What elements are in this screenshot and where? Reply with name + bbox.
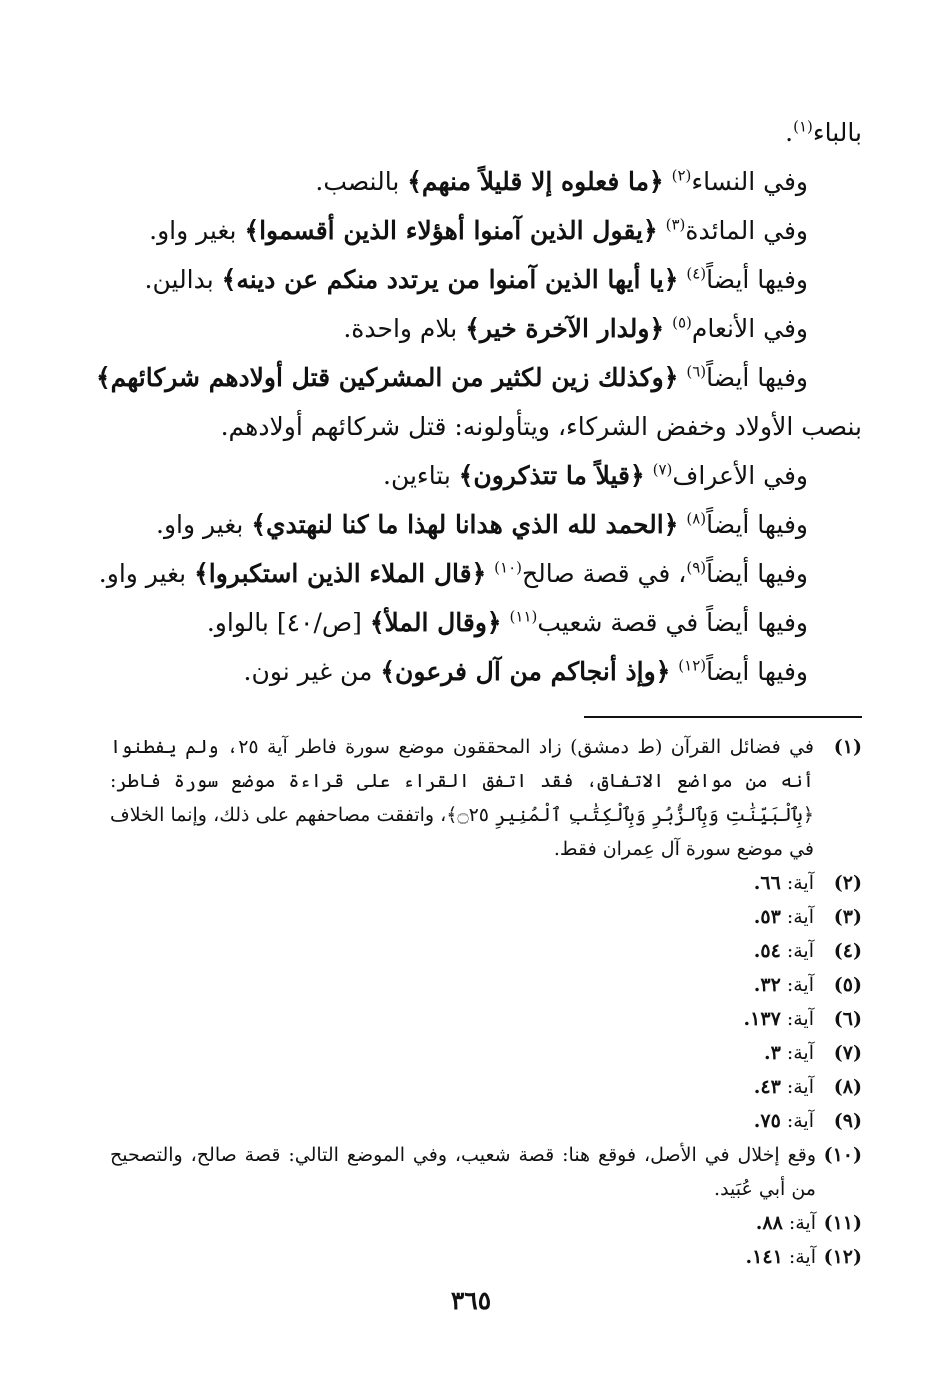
quran-bracket: ﴿	[649, 167, 664, 196]
text-line	[98, 549, 862, 598]
quran-bracket: ﴿	[630, 461, 645, 490]
quran-bracket: ﴾	[465, 314, 480, 343]
footnote-ref[interactable]: (٩)	[686, 558, 707, 577]
footnote-ref[interactable]: (٢)	[671, 166, 692, 185]
footnote-number: (٧)	[833, 1042, 862, 1064]
footnote-label: آية:	[786, 1076, 814, 1098]
line-text: بالنصب.	[315, 167, 408, 196]
quran-quote: ما فعلوه إلا قليلاً منهم	[421, 167, 650, 196]
line-text: بنصب الأولاد وخفض الشركاء، ويتأولونه: قتل شركائهم أولادهم.	[220, 412, 862, 441]
quran-bracket: ﴾	[194, 559, 209, 588]
footnote-number: (١٠)	[823, 1144, 862, 1166]
footnote-ref[interactable]: (١٢)	[678, 656, 707, 675]
footnote-ref[interactable]: (٣)	[665, 215, 686, 234]
quran-quote: يقول الذين آمنوا أهؤلاء الذين أقسموا	[259, 216, 643, 245]
quran-quote: وإذ أنجاكم من آل فرعون	[395, 657, 656, 686]
footnote-label: آية:	[788, 1246, 816, 1268]
line-text: وفي الأنعام	[691, 314, 808, 343]
footnote-label: آية:	[786, 974, 814, 996]
quran-quote: الحمد لله الذي هدانا لهذا ما كنا لنهتدي	[265, 510, 664, 539]
quran-bracket: ﴾	[380, 657, 396, 686]
footnote-number: (٨)	[833, 1076, 862, 1098]
footnote-separator	[584, 716, 862, 718]
footnote-number: (٥)	[833, 974, 862, 996]
text-line	[132, 108, 862, 157]
footnote	[110, 1138, 862, 1206]
footnote-label: آية:	[786, 1042, 814, 1064]
footnote-number: (١)	[833, 736, 862, 758]
footnote-value: ٧٥.	[753, 1110, 781, 1132]
line-text: وفي المائدة	[685, 216, 808, 245]
footnote-ref[interactable]: (٤)	[686, 264, 707, 283]
footnote-label: آية:	[786, 1110, 814, 1132]
footnote	[110, 1240, 862, 1274]
text-line	[132, 451, 862, 500]
footnote	[110, 1070, 862, 1104]
footnote-value: ٣.	[763, 1042, 781, 1064]
footnote	[110, 900, 862, 934]
line-text: بغير واو.	[156, 510, 252, 539]
quran-quote: وكذلك زين لكثير من المشركين قتل أولادهم شركائهم	[110, 363, 664, 392]
quran-bracket: ﴿	[663, 363, 679, 392]
footnote	[110, 1002, 862, 1036]
footnote-ref[interactable]: (١١)	[509, 607, 538, 626]
line-text: وفيها أيضاً	[706, 363, 808, 392]
footnote-value: ٥٣.	[753, 906, 781, 928]
quran-bracket: ﴾	[407, 167, 422, 196]
quran-bracket: ﴿	[663, 265, 679, 294]
footnote-number: (٩)	[833, 1110, 862, 1132]
footnote-label: آية:	[788, 1212, 816, 1234]
footnote-label: آية:	[786, 872, 814, 894]
text-line	[132, 157, 862, 206]
footnote-number: (٤)	[833, 940, 862, 962]
quran-bracket: ﴿	[663, 510, 679, 539]
line-text: من غير نون.	[243, 657, 381, 686]
quran-quote: ولدار الآخرة خير	[479, 314, 650, 343]
footnote-number: (٢)	[833, 872, 862, 894]
footnote-ref[interactable]: (٨)	[686, 509, 707, 528]
footnote-value: ٤٣.	[753, 1076, 781, 1098]
line-text: وفيها أيضاً	[706, 559, 808, 588]
line-text: بلام واحدة.	[343, 314, 466, 343]
quran-bracket: ﴾	[369, 608, 385, 637]
footnote-ref[interactable]: (١)	[793, 117, 813, 136]
text-line	[132, 598, 862, 647]
quran-bracket: ﴿	[642, 216, 658, 245]
quran-bracket: ﴿	[649, 314, 665, 343]
line-text: وفي الأعراف	[672, 461, 808, 490]
line-text: بتاءين.	[383, 461, 459, 490]
footnote-text: وقع إخلال في الأصل، فوقع هنا: قصة شعيب، وفي الموضع التالي: قصة صالح، والتصحيح من أبي عُبَيد.	[110, 1144, 816, 1200]
quran-bracket: ﴾	[95, 363, 111, 392]
footnote-value: ١٣٧.	[743, 1008, 781, 1030]
line-text: [ص/٤٠] بالواو.	[206, 608, 370, 637]
footnote-ref[interactable]: (٧)	[652, 460, 673, 479]
line-text: ، في قصة صالح	[522, 559, 687, 588]
footnote	[110, 934, 862, 968]
page-number: ٣٦٥	[450, 1286, 492, 1315]
quran-bracket: ﴿	[486, 608, 502, 637]
main-text	[95, 108, 862, 696]
footnote	[110, 1036, 862, 1070]
quran-quote: قال الملاء الذين استكبروا	[208, 559, 472, 588]
text-line	[132, 402, 862, 451]
line-text: وفيها أيضاً	[706, 657, 808, 686]
footnote-value: ٣٢.	[753, 974, 781, 996]
line-text: وفيها أيضاً	[706, 510, 808, 539]
footnote	[110, 730, 862, 866]
line-text: وفي النساء	[691, 167, 808, 196]
line-text: بغير واو.	[149, 216, 245, 245]
quran-bracket: ﴿	[655, 657, 671, 686]
footnotes	[110, 730, 862, 1274]
footnote	[110, 1104, 862, 1138]
footnote-text: في فضائل القرآن (ط دمشق) زاد المحققون موضع سورة فاطر آية ٢٥، ولم يفطنوا أنه من مواضع الاتفاق، فقد اتفق القراء على قراءة موضع سورة فاطر: ﴿بِٱلْبَيِّنَٰتِ وَبِٱلزُّبُرِ وَبِٱلْكِتَٰبِ ٱلْمُنِيرِ ۝٢٥﴾، واتفقت مصاحفهم على ذلك، وإنما الخلاف في موضع سورة آل عِمران فقط.	[110, 736, 814, 860]
footnote-ref[interactable]: (٥)	[672, 313, 692, 332]
text-line	[132, 304, 862, 353]
quran-bracket: ﴾	[244, 216, 260, 245]
footnote-label: آية:	[786, 940, 814, 962]
quran-quote: وقال الملأ	[384, 608, 487, 637]
line-text: بالباء	[812, 118, 862, 147]
quran-bracket: ﴾	[458, 461, 474, 490]
quran-bracket: ﴾	[221, 265, 237, 294]
footnote-label: آية:	[786, 1008, 814, 1030]
text-line	[132, 647, 862, 696]
line-text: بغير واو.	[98, 559, 195, 588]
footnote	[110, 866, 862, 900]
line-text: وفيها أيضاً	[706, 265, 808, 294]
footnote-number: (١١)	[823, 1212, 862, 1234]
line-text: بدالين.	[144, 265, 222, 294]
footnote-number: (١٢)	[823, 1246, 862, 1268]
footnote-value: ٥٤.	[753, 940, 781, 962]
quran-quote: قيلاً ما تتذكرون	[473, 461, 631, 490]
footnote-number: (٣)	[833, 906, 862, 928]
quran-bracket: ﴿	[471, 559, 487, 588]
footnote-value: ١٤١.	[745, 1246, 783, 1268]
line-text: .	[785, 118, 794, 147]
footnote-value: ٦٦.	[753, 872, 781, 894]
line-text: وفيها أيضاً في قصة شعيب	[537, 608, 808, 637]
footnote-ref[interactable]: (١٠)	[494, 558, 523, 577]
footnote-label: آية:	[786, 906, 814, 928]
text-line	[132, 206, 862, 255]
footnote	[110, 1206, 862, 1240]
text-line	[132, 255, 862, 304]
quran-quote: يا أيها الذين آمنوا من يرتدد منكم عن دينه	[236, 265, 664, 294]
footnote-number: (٦)	[833, 1008, 862, 1030]
footnote-value: ٨٨.	[755, 1212, 783, 1234]
footnote-ref[interactable]: (٦)	[686, 362, 707, 381]
text-line	[95, 353, 862, 402]
text-line	[132, 500, 862, 549]
quran-bracket: ﴾	[251, 510, 266, 539]
footnote	[110, 968, 862, 1002]
